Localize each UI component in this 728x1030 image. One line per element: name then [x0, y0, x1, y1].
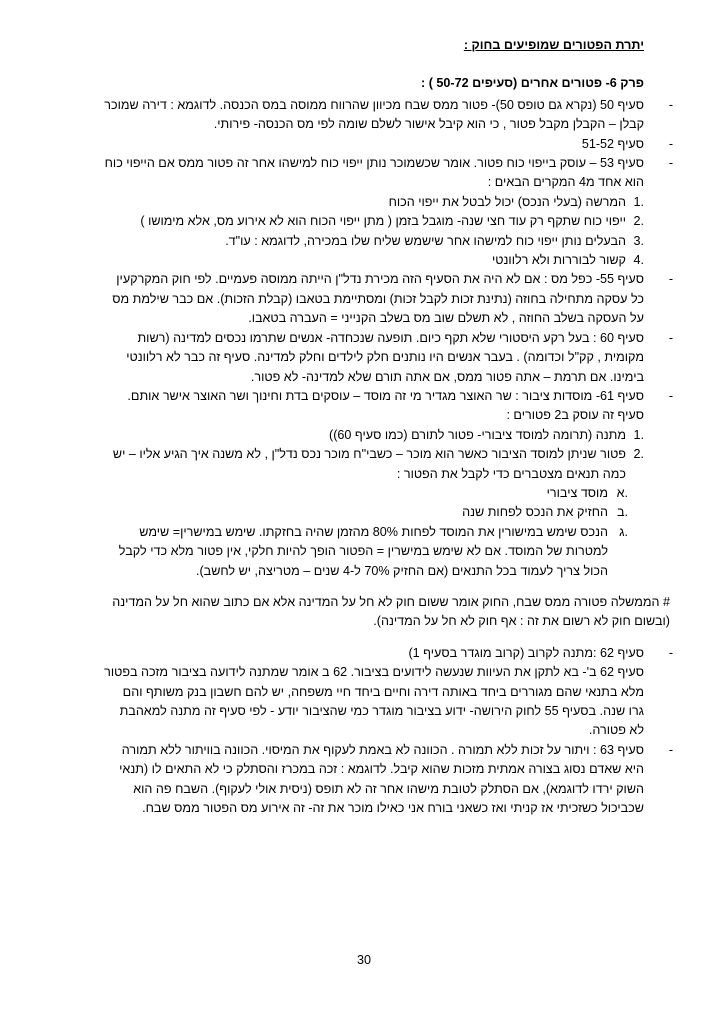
item-letter: .ב [616, 505, 628, 520]
item-number: .1 [633, 194, 644, 209]
list-item-section-51 [104, 135, 674, 154]
lettered-item-text: החזיק את הנכס לפחות שנה [462, 505, 608, 520]
numbered-item [104, 426, 644, 445]
numbered-item [104, 212, 644, 231]
lettered-item-text: מוסד ציבורי [546, 485, 608, 500]
lettered-item [104, 523, 628, 581]
item-number: .3 [633, 233, 644, 248]
numbered-item [104, 445, 644, 484]
bullet-dash: - [668, 388, 674, 403]
section-55-text: סעיף 55- כפל מס : אם לא היה את הסעיף הזה מכירת נדל"ן הייתה ממוסה פעמיים. לפי חוק המקרקעין כל עסקה מתחילה בחוזה (נתינת זכות לקבל זכות) ומסתיימת בטאבו (קבלת הזכות). אם כבר שילמת מס על העסקה בשלב החוזה , לא תשלם שוב מס בשלב הקנייני = העברה בטאבו. [112, 272, 644, 326]
bullet-dash: - [668, 97, 674, 112]
bullet-dash: - [668, 156, 674, 171]
item-number: .4 [633, 253, 644, 268]
bullet-dash: - [668, 645, 674, 660]
item-letter: .א [616, 485, 628, 500]
numbered-item-text: ייפוי כוח שתקף רק עוד חצי שנה- מוגבל בזמן ( מתן ייפוי הכוח הוא לא אירוע מס, אלא מימושו ) [140, 214, 626, 229]
numbered-item-text: קשור לבוררות ולא רלוונטי [492, 253, 626, 268]
section-heading: יתרת הפטורים שמופיעים בחוק : [463, 38, 644, 52]
section-62-text: סעיף 62 :מתנה לקרוב (קרוב מוגדר בסעיף 1) [408, 645, 644, 660]
numbered-item [104, 193, 644, 212]
section-61-intro: סעיף 61- מוסדות ציבור : שר האוצר מגדיר מי זה מוסד – עוסקים בדת וחינוך ושר האוצר אישר אותם. סעיף זה עוסק ב2 פטורים : [127, 388, 644, 423]
bullet-dash: - [668, 272, 674, 287]
section-60-text: סעיף 60 : בעל רקע היסטורי שלא תקף כיום. תופעה שנכחדה- אנשים שתרמו נכסים למדינה (רשות מקומית , קק"ל וכדומה) . בעבר אנשים היו נותנים חלק לילדים וחלק למדינה. סעיף זה כבר לא רלוונטי בימינו. אם תרמת – אתה פטור ממס, אם אתה תורם שלא למדינה- לא פטור. [126, 330, 644, 384]
spacer [104, 632, 644, 644]
bullet-dash: - [668, 742, 674, 757]
spacer [104, 581, 644, 593]
section-50-text: סעיף 50 (נקרא גם טופס 50)- פטור ממס שבח מכיוון שהרווח ממוסה במס הכנסה. לדוגמא : דירה שמוכר קבלן – הקבלן מקבל פטור , כי הוא קיבל אישור לשלם שומה לפי מס הכנסה- פירותי. [104, 97, 644, 132]
list-item-section-50 [104, 96, 674, 135]
section-53-intro: סעיף 53 – עוסק בייפוי כוח פטור. אומר שכשמוכר נותן ייפוי כוח למישהו אחר זה פטור ממס אם הייפוי כוח הוא אחד מ4 המקרים הבאים : [104, 156, 644, 190]
list-item-section-62 [104, 644, 674, 741]
lettered-item-text: הנכס שימש במישורין את המוסד לפחות 80% מהזמן שהיה בחזקתו. שימש במישרין= שימש למטרות של המוסד. אם לא שימש במישרין = הפטור הופך להיות חלקי, אין פטור מלא כדי לקבל הכול צריך לעמוד בכל התנאים (אם החזיק 70% ל-4 שנים – מטריצה, יש לחשב). [118, 524, 608, 578]
list-item-section-61 [104, 387, 674, 581]
numbered-item-text: המרשה (בעלי הנכס) יכול לבטל את ייפוי הכוח [388, 194, 626, 209]
list-item-section-60 [104, 329, 674, 387]
item-number: .2 [633, 447, 644, 462]
bullet-dash: - [668, 136, 674, 151]
numbered-item-text: פטור שניתן למוסד הציבור כאשר הוא מוכר – כשבי"ח מוכר נכס נדל"ן , לא משנה איך הגיע אליו – יש כמה תנאים מצטברים כדי לקבל את הפטור : [112, 447, 626, 481]
lettered-item [104, 484, 628, 503]
item-letter: .ג [619, 524, 628, 539]
section-51-text: סעיף 51-52 [581, 136, 644, 151]
section-63-text: סעיף 63 : ויתור על זכות ללא תמורה . הכוונה לא באמת לעקוף את המיסוי. הכוונה בוויתור ללא תמורה היא שאדם נסוג בצורה אמתית מזכות שהוא קיבל. לדוגמא : זכה במכרז והסתלק כי לא התאים לו (תנאי השוק ירדו לדוגמא), אם הסתלק לטובת מישהו אחר זה לא תופס (ניסית אולי לעקוף). השבח פה הוא שכביכול כשזכיתי אז קניתי ואז כשאני בורח אני כאילו מוכר את זה- זה אירוע מס הפטור ממס שבח. [119, 742, 644, 816]
list-item-section-53 [104, 154, 674, 270]
page-number: 30 [356, 953, 371, 967]
numbered-item-text: מתנה (תרומה למוסד ציבורי- פטור לתורם (כמו סעיף 60)) [329, 427, 626, 442]
numbered-item-text: הבעלים נותן ייפוי כוח למישהו אחר שישמש שליח שלו במכירה, לדוגמא : עו"ד. [225, 233, 626, 248]
list-item-section-63 [104, 741, 674, 819]
lettered-item [104, 503, 628, 522]
section-62b-text: סעיף 62 ב'- בא לתקן את העיוות שנעשה לידועים בציבור. 62 ב אומר שמתנה לידועה בציבור מזכה בפטור מלא בתנאי שהם מגוררים ביחד באותה דירה וחיים ביחד חיי משפחה, יש להם חשבון בנק משותף והם גרו שנה. בסעיף 55 לחוק הירושה- ידוע בציבור מוגדר כמי שהציבור יודע - לפי סעיף זה מתנה למאהבת לא פטורה. [104, 665, 644, 738]
bullet-dash: - [668, 330, 674, 345]
document-body [104, 36, 674, 818]
item-number: .1 [633, 427, 644, 442]
chapter-title: פרק 6- פטורים אחרים (סעיפים 50-72 ) : [421, 76, 644, 91]
government-exemption-note: # הממשלה פטורה ממס שבח, החוק אומר ששום חוק לא חל על המדינה אלא אם כתוב שהוא חל על המדינה (ובשום חוק לא רשום את זה : אף חוק לא חל על המדינה). [112, 594, 670, 629]
list-item-section-55 [104, 270, 674, 328]
item-number: .2 [633, 214, 644, 229]
numbered-item [104, 232, 644, 251]
numbered-item [104, 251, 644, 270]
